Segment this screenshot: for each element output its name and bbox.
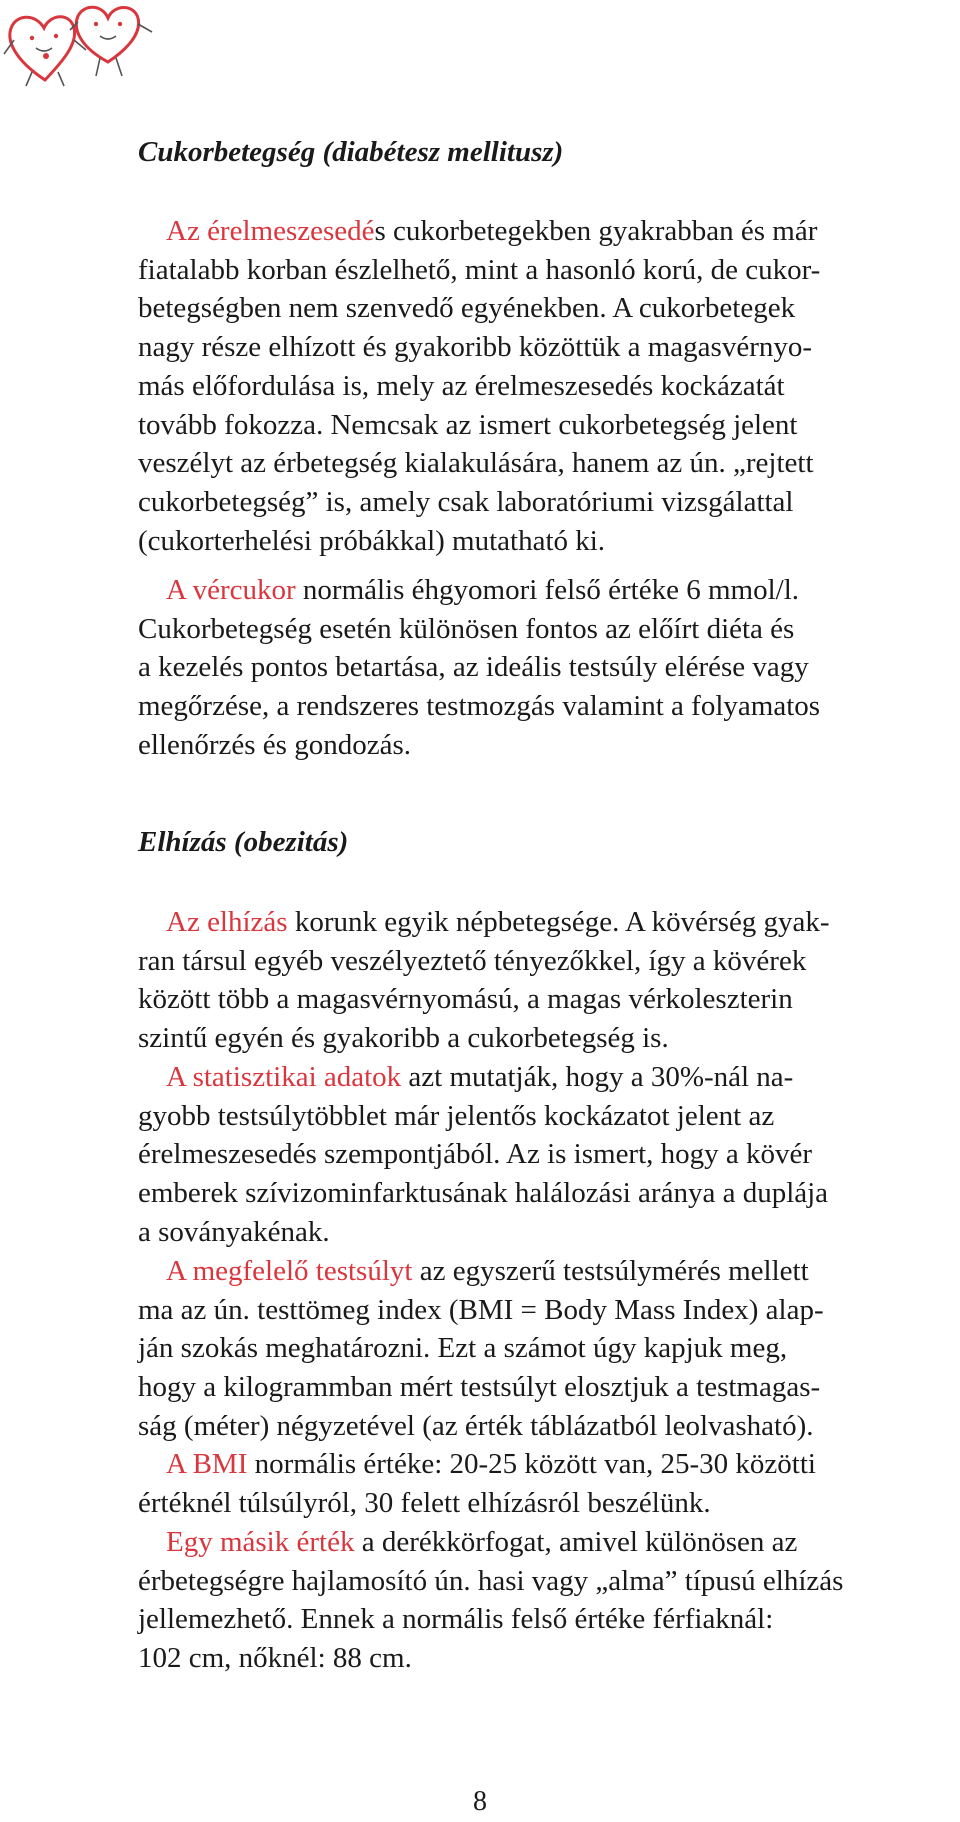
- paragraph-obesity-2: [138, 1058, 938, 1252]
- paragraph-diabetes-1: [138, 212, 938, 560]
- highlight-term: A statisztikai adatok: [166, 1061, 402, 1093]
- paragraph-text: a derékkörfogat, amivel különösen az érbetegségre hajlamosító ún. hasi vagy „alma” típusú elhízás jellemezhető. Ennek a normális felső értéke férfiaknál: 102 cm, nőknél: 88 cm.: [138, 1526, 844, 1675]
- highlight-term: Egy másik érték: [166, 1526, 355, 1558]
- section-heading-diabetes: Cukorbetegség (diabétesz mellitusz): [138, 136, 564, 168]
- paragraph-obesity-3: [138, 1252, 938, 1446]
- highlight-term: A megfelelő testsúlyt: [166, 1255, 413, 1287]
- paragraph-diabetes-2: [138, 571, 938, 765]
- paragraph-text: az egyszerű testsúlymérés mellett ma az ún. testtömeg index (BMI = Body Mass Index) alap- ján szokás meghatározni. Ezt a számot úgy kapjuk meg, hogy a kilogrammban mért testsúlyt elosztjuk a testmagas- ság (méter) négyzetével (az érték táblázatból leolvasható).: [138, 1255, 824, 1442]
- paragraph-text: normális éhgyomori felső értéke 6 mmol/l. Cukorbetegség esetén különösen fontos az előírt diéta és a kezelés pontos betartása, az ideális testsúly elérése vagy megőrzése, a rendszeres testmozgás valamint a folyamatos ellenőrzés és gondozás.: [138, 574, 821, 761]
- paragraph-obesity-5: [138, 1523, 938, 1678]
- highlight-term: Az elhízás: [166, 906, 288, 938]
- highlight-term: A BMI: [166, 1448, 248, 1480]
- paragraph-obesity-4: [138, 1445, 938, 1522]
- paragraph-text: korunk egyik népbetegsége. A kövérség gyak- ran társul egyéb veszélyeztető tényezőkkel, így a kövérek között több a magasvérnyomású, a magas vérkoleszterin szintű egyén és gyakoribb a cukorbetegség is.: [138, 906, 830, 1055]
- paragraph-text: s cukorbetegekben gyakrabban és már fiatalabb korban észlelhető, mint a hasonló korú, de cukor- betegségben nem szenvedő egyénekben. A cukorbetegek nagy része elhízott és gyakoribb közöttük a magasvérnyo- más előfordulása is, mely az érelmeszesedés kockázatát tovább fokozza. Nemcsak az ismert cukorbetegség jelent veszélyt az érbetegség kialakulására, hanem az ún. „rejtett cukorbetegség” is, amely csak laboratóriumi vizsgálattal (cukorterhelési próbákkal) mutatható ki.: [138, 215, 821, 557]
- highlight-term: A vércukor: [166, 574, 296, 606]
- highlight-term: Az érelmeszesedé: [166, 215, 375, 247]
- paragraph-obesity-1: [138, 903, 938, 1058]
- paragraph-text: normális értéke: 20-25 között van, 25-30 közötti értéknél túlsúlyról, 30 felett elhízásról beszélünk.: [138, 1448, 816, 1519]
- page-number: 8: [473, 1786, 487, 1817]
- heart-characters-icon: [0, 0, 160, 90]
- paragraph-text: azt mutatják, hogy a 30%-nál na- gyobb testsúlytöbblet már jelentős kockázatot jelent az érelmeszesedés szempontjából. Az is ismert, hogy a kövér emberek szívizominfarktusának halálozási aránya a duplája a soványakénak.: [138, 1061, 829, 1248]
- section-heading-obesity: Elhízás (obezitás): [138, 826, 349, 858]
